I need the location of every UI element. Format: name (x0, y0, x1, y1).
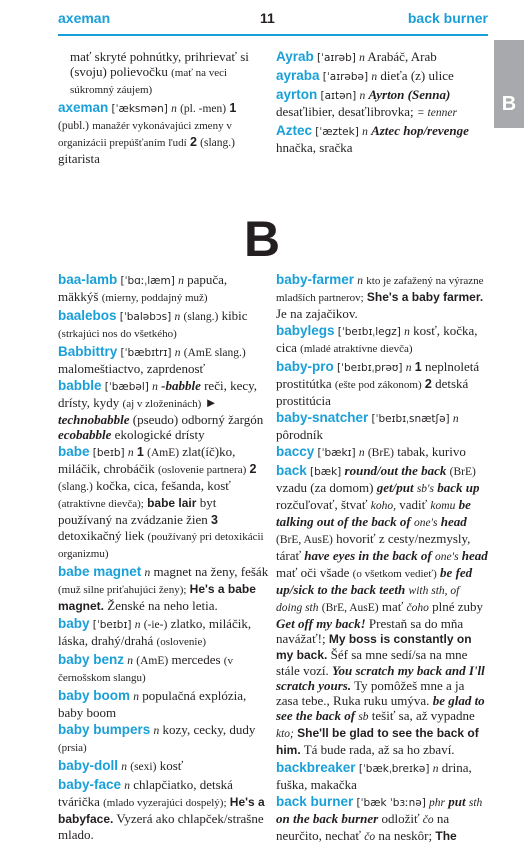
entry-babe-magnet: babe magnet n magnet na ženy, fešák (muž silne priťahujúci ženy); He's a babe magnet. Ženské na neho letia. (58, 564, 269, 613)
entry-baa-lamb: baa-lamb [ˈbɑːˌlæm] n papuča, mäkkýš (mierny, poddajný muž) (58, 272, 228, 304)
top-left-column (58, 49, 268, 168)
entry-aztec: Aztec [ˈæztek] n Aztec hop/revenge hnačka, sračka (276, 123, 469, 155)
entry-babble: babble [ˈbæbəl] n -babble reči, kecy, drísty, kydy (aj v zloženinách) ► technobabble (pseudo) odborný žargón ecobabble ekologické drísty (58, 378, 264, 442)
entry-baalebos: baalebos [ˈbaləbɔs] n (slang.) kibic (strkajúci nos do všetkého) (58, 308, 248, 340)
entry-baby-face: baby-face n chlapčiatko, detská tvárička (mlado vyzerajúci dospelý); He's a babyface. Vyzerá ako chlapček/strašne mlado. (58, 777, 265, 842)
entry-continuation: mať skryté pohnútky, prihrievať si (svoju) polievočku (mať na veci súkromný záujem) (70, 49, 249, 96)
entry-baccy: baccy [ˈbækɪ] n (BrE) tabak, kurivo (276, 444, 466, 459)
entry-babe: babe [beɪb] n 1 (AmE) zlat(íč)ko, miláčik, chrobáčik (oslovenie partnera) 2 (slang.) kočka, cica, fešanda, kosť (atraktívne dievča); babe lair byt používaný na zvádzanie žien 3 detoxikačný liek (používaný pri detoxikácii organizmu) (58, 444, 264, 560)
entry-baby: baby [ˈbeɪbɪ] n (-ie-) zlatko, miláčik, láska, drahý/drahá (oslovenie) (58, 616, 252, 648)
entry-ayrab: Ayrab [ˈaɪrəb] n Arabáč, Arab (276, 49, 437, 64)
top-right-column (276, 49, 488, 157)
first-headword: axeman (58, 10, 111, 26)
page-number: 11 (260, 10, 275, 26)
entry-ayrton: ayrton [aɪtən] n Ayrton (Senna) desaťlibier, desaťlibrovka; = tenner (276, 87, 457, 119)
thumb-index-tab (494, 40, 524, 128)
running-header (58, 8, 488, 32)
entry-baby-benz: baby benz n (AmE) mercedes (v černošskom slangu) (58, 652, 233, 684)
header-rule (58, 34, 488, 36)
entry-baby-bumpers: baby bumpers n kozy, cecky, dudy (prsia) (58, 722, 256, 754)
entry-back: back [bæk] round/out the back (BrE) vzadu (za domom) get/put sb's back up rozčuľovať, štvať koho, vadiť komu be talking out of the back of one's head (BrE, AusE) hovoriť z cesty/nezmysly, tárať have eyes in the back of one's head mať oči všade (o všetkom vedieť) be fed up/sick to the back teeth with sth, of doing sth (BrE, AusE) mať čoho plné zuby Get off my back! Prestaň sa do mňa navážať!; My boss is constantly on my back. Šéf sa mne sedí/sa na mne stále vozí. You scratch my back and I'll scratch yours. Ty pomôžeš mne a ja zasa tebe., Ruka ruku umýva. be glad to see the back of sb tešiť sa, až vypadne kto; She'll be glad to see the back of him. Tá bude rada, až sa ho zbaví. (276, 463, 488, 757)
entry-baby-pro: baby-pro [ˈbeɪbɪˌprəʊ] n 1 neplnoletá prostitútka (ešte pod zákonom) 2 detská prostitúcia (276, 359, 480, 408)
headword: axeman (58, 100, 109, 115)
entry-baby-boom: baby boom n populačná explózia, baby boom (58, 688, 247, 720)
entry-axeman: axeman [ˈæksmən] n (pl. -men) 1 (publ.) manažér vykonávajúci zmeny v organizácii prepúšťaním ľudí 2 (slang.) gitarista (58, 100, 237, 166)
entry-ayraba: ayraba [ˈaɪrəbə] n dieťa (z) ulice (276, 68, 454, 83)
thumb-index-letter: B (501, 93, 517, 115)
entry-back-burner: back burner [ˈbæk ˈbɜːnə] phr put sth on the back burner odložiť čo na neurčito, nechať čo na neskôr; The (276, 794, 483, 843)
entry-baby-farmer: baby-farmer n kto je zafažený na výrazne mladších partnerov; She's a baby farmer. Je na zajačikov. (276, 272, 484, 321)
entry-baby-doll: baby-doll n (sexi) kosť (58, 758, 184, 773)
entry-baby-snatcher: baby-snatcher [ˈbeɪbɪˌsnætʃə] n pôrodník (276, 410, 459, 442)
entry-babylegs: babylegs [ˈbeɪbɪˌlegz] n kosť, kočka, cica (mladé atraktívne dievča) (276, 323, 478, 355)
entry-backbreaker: backbreaker [ˈbækˌbreɪkə] n drina, fuška, makačka (276, 760, 472, 792)
left-column (58, 272, 270, 844)
last-headword: back burner (407, 10, 488, 26)
right-column (276, 272, 488, 847)
section-letter: B (243, 211, 281, 267)
entry-babbittry: Babbittry [ˈbæbɪtrɪ] n (AmE slang.) malomeštiactvo, zaprdenosť (58, 344, 246, 376)
